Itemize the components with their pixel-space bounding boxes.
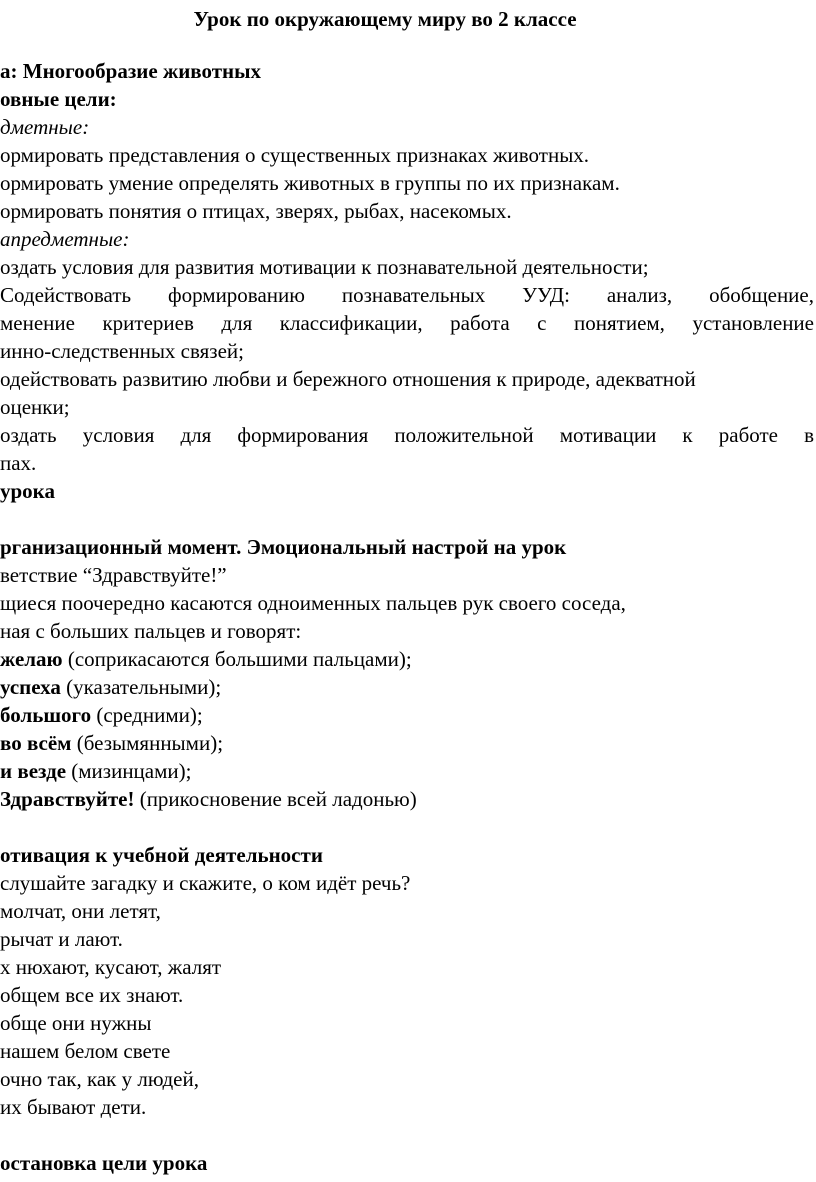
italic-text: дметные: [0,115,90,139]
text-line [0,1009,816,1037]
blank-line [0,1121,816,1149]
text-run: обще они нужны [0,1011,152,1035]
text-line [0,897,816,925]
text-line [0,589,816,617]
page-title: Урок по окружающему миру во 2 классе [193,7,577,31]
text-line [0,477,816,505]
text-line [0,869,816,897]
italic-text: апредметные: [0,227,130,251]
text-line [0,85,816,113]
bold-text: овные цели: [0,87,117,111]
text-line [0,729,816,757]
blank-line [0,813,816,841]
text-line [0,841,816,869]
text-line [0,673,816,701]
bold-text: остановка цели урока [0,1151,208,1175]
blank-line [0,505,816,533]
bold-text: успеха [0,675,61,699]
text-line [0,365,816,393]
text-line [0,1037,816,1065]
bold-text: и везде [0,759,67,783]
text-line [0,617,816,645]
text-line [0,925,816,953]
text-line [0,1065,816,1093]
text-run: ная с больших пальцев и говорят: [0,619,302,643]
text-run: рычат и лают. [0,927,123,951]
text-run: ормировать умение определять животных в группы по их признакам. [0,171,620,195]
text-line [0,57,816,85]
bold-text: желаю [0,647,63,671]
text-line [0,981,816,1009]
bold-text: а: Многообразие животных [0,59,262,83]
text-line [0,953,816,981]
text-run: ветствие “Здравствуйте!” [0,563,227,587]
text-run: молчат, они летят, [0,899,161,923]
text-line [0,1149,816,1177]
text-line [0,393,816,421]
text-line [0,645,816,673]
text-run: (безымянными); [71,731,224,755]
text-run: (мизинцами); [66,759,192,783]
text-run: щиеся поочередно касаются одноименных пальцев рук своего соседа, [0,591,626,615]
text-run: х нюхают, кусают, жалят [0,955,222,979]
text-run: одействовать развитию любви и бережного отношения к природе, адекватной [0,367,696,391]
text-run: инно-следственных связей; [0,339,244,363]
text-line [0,141,816,169]
text-line [0,449,816,477]
text-line [0,281,814,309]
text-run: оценки; [0,395,70,419]
text-run: слушайте загадку и скажите, о ком идёт речь? [0,871,411,895]
text-line [0,533,816,561]
text-line [0,785,816,813]
text-line [0,337,816,365]
text-run: нашем белом свете [0,1039,171,1063]
text-run: (средними); [91,703,203,727]
text-line [0,421,814,449]
text-run: общем все их знают. [0,983,184,1007]
text-run: оздать условия для формирования положительной мотивации к работе в [0,423,814,447]
bold-text: отивация к учебной деятельности [0,843,323,867]
text-run: оздать условия для развития мотивации к познавательной деятельности; [0,255,649,279]
text-line [0,309,814,337]
text-line [0,197,816,225]
text-line [0,225,816,253]
text-run: их бывают дети. [0,1095,147,1119]
text-line [0,169,816,197]
text-line [0,1093,816,1121]
bold-text: рганизационный момент. Эмоциональный настрой на урок [0,535,567,559]
text-run: ормировать представления о существенных признаках животных. [0,143,590,167]
text-run: (прикосновение всей ладонью) [134,787,417,811]
text-line [0,561,816,589]
text-run: (соприкасаются большими пальцами); [62,647,412,671]
bold-text: урока [0,479,55,503]
text-run: ормировать понятия о птицах, зверях, рыбах, насекомых. [0,199,512,223]
text-run: пах. [0,451,37,475]
text-line [0,253,816,281]
text-run: (указательными); [60,675,222,699]
bold-text: Здравствуйте! [0,787,135,811]
text-line [0,757,816,785]
bold-text: большого [0,703,92,727]
text-line [0,113,816,141]
text-line [0,701,816,729]
bold-text: во всём [0,731,72,755]
document-body [0,57,816,1177]
text-run: Содействовать формированию познавательных УУД: анализ, обобщение, [0,283,814,307]
text-run: очно так, как у людей, [0,1067,199,1091]
text-run: менение критериев для классификации, работа с понятием, установление [0,311,814,335]
